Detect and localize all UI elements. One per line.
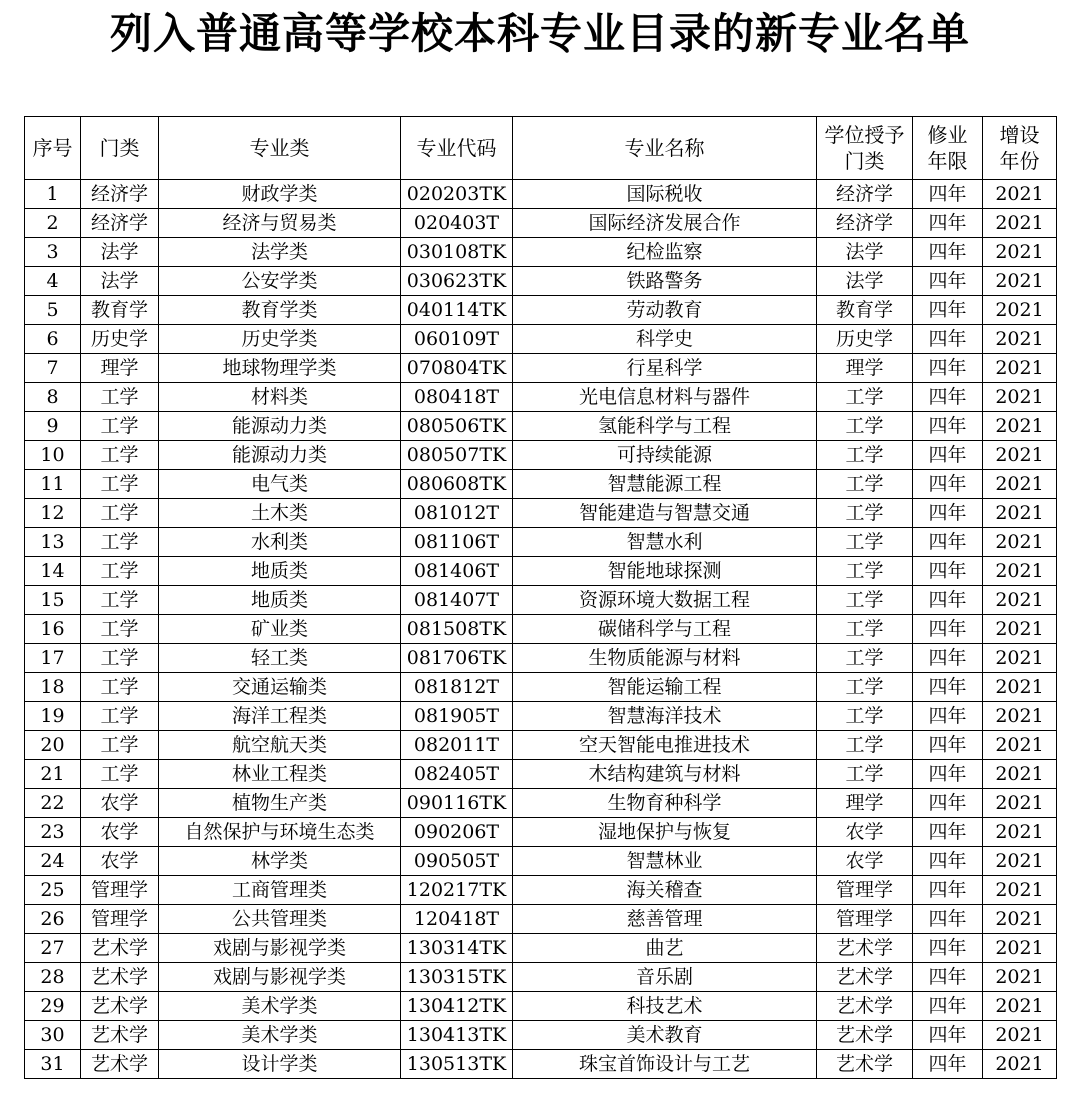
cell-major-class: 地球物理学类 bbox=[159, 354, 401, 383]
cell-index: 11 bbox=[25, 470, 81, 499]
cell-category: 工学 bbox=[81, 615, 159, 644]
cell-year-added: 2021 bbox=[983, 934, 1057, 963]
cell-study-years: 四年 bbox=[913, 557, 983, 586]
cell-study-years: 四年 bbox=[913, 876, 983, 905]
cell-category: 艺术学 bbox=[81, 934, 159, 963]
cell-study-years: 四年 bbox=[913, 615, 983, 644]
cell-study-years: 四年 bbox=[913, 760, 983, 789]
cell-index: 2 bbox=[25, 209, 81, 238]
cell-study-years: 四年 bbox=[913, 1021, 983, 1050]
cell-degree-category: 艺术学 bbox=[817, 934, 913, 963]
table-row bbox=[25, 673, 1057, 702]
header-study-years-line: 年限 bbox=[927, 149, 968, 173]
cell-index: 7 bbox=[25, 354, 81, 383]
cell-study-years: 四年 bbox=[913, 354, 983, 383]
cell-major-class: 能源动力类 bbox=[159, 441, 401, 470]
cell-study-years: 四年 bbox=[913, 383, 983, 412]
cell-major-code: 080507TK bbox=[401, 441, 513, 470]
table-row bbox=[25, 557, 1057, 586]
cell-index: 9 bbox=[25, 412, 81, 441]
header-major-name: 专业名称 bbox=[513, 117, 817, 180]
cell-study-years: 四年 bbox=[913, 296, 983, 325]
cell-index: 23 bbox=[25, 818, 81, 847]
header-major-code: 专业代码 bbox=[401, 117, 513, 180]
cell-degree-category: 教育学 bbox=[817, 296, 913, 325]
cell-major-name: 空天智能电推进技术 bbox=[513, 731, 817, 760]
cell-major-code: 081905T bbox=[401, 702, 513, 731]
cell-major-class: 教育学类 bbox=[159, 296, 401, 325]
table-row bbox=[25, 1021, 1057, 1050]
cell-year-added: 2021 bbox=[983, 586, 1057, 615]
cell-degree-category: 法学 bbox=[817, 267, 913, 296]
cell-category: 管理学 bbox=[81, 905, 159, 934]
cell-year-added: 2021 bbox=[983, 296, 1057, 325]
cell-year-added: 2021 bbox=[983, 731, 1057, 760]
cell-major-class: 法学类 bbox=[159, 238, 401, 267]
cell-major-name: 科学史 bbox=[513, 325, 817, 354]
cell-major-class: 公共管理类 bbox=[159, 905, 401, 934]
cell-major-name: 湿地保护与恢复 bbox=[513, 818, 817, 847]
table-row bbox=[25, 934, 1057, 963]
cell-major-code: 130315TK bbox=[401, 963, 513, 992]
cell-major-code: 020203TK bbox=[401, 180, 513, 209]
cell-index: 5 bbox=[25, 296, 81, 325]
cell-category: 经济学 bbox=[81, 180, 159, 209]
header-year-added-line: 增设 bbox=[999, 123, 1040, 147]
cell-study-years: 四年 bbox=[913, 267, 983, 296]
cell-major-code: 080608TK bbox=[401, 470, 513, 499]
cell-category: 历史学 bbox=[81, 325, 159, 354]
cell-study-years: 四年 bbox=[913, 644, 983, 673]
cell-major-code: 081706TK bbox=[401, 644, 513, 673]
cell-category: 工学 bbox=[81, 673, 159, 702]
cell-study-years: 四年 bbox=[913, 934, 983, 963]
cell-major-class: 戏剧与影视学类 bbox=[159, 963, 401, 992]
cell-major-name: 纪检监察 bbox=[513, 238, 817, 267]
cell-study-years: 四年 bbox=[913, 470, 983, 499]
cell-year-added: 2021 bbox=[983, 267, 1057, 296]
table-row bbox=[25, 412, 1057, 441]
cell-year-added: 2021 bbox=[983, 238, 1057, 267]
table-row bbox=[25, 586, 1057, 615]
cell-category: 艺术学 bbox=[81, 1021, 159, 1050]
header-degree-category bbox=[817, 117, 913, 180]
cell-major-class: 历史学类 bbox=[159, 325, 401, 354]
cell-degree-category: 农学 bbox=[817, 818, 913, 847]
cell-year-added: 2021 bbox=[983, 412, 1057, 441]
header-major-class: 专业类 bbox=[159, 117, 401, 180]
cell-category: 法学 bbox=[81, 267, 159, 296]
page-title: 列入普通高等学校本科专业目录的新专业名单 bbox=[109, 9, 970, 58]
cell-index: 29 bbox=[25, 992, 81, 1021]
cell-index: 1 bbox=[25, 180, 81, 209]
cell-category: 教育学 bbox=[81, 296, 159, 325]
cell-year-added: 2021 bbox=[983, 441, 1057, 470]
cell-degree-category: 历史学 bbox=[817, 325, 913, 354]
cell-degree-category: 农学 bbox=[817, 847, 913, 876]
cell-major-class: 矿业类 bbox=[159, 615, 401, 644]
cell-major-code: 081407T bbox=[401, 586, 513, 615]
cell-major-name: 光电信息材料与器件 bbox=[513, 383, 817, 412]
cell-major-class: 林业工程类 bbox=[159, 760, 401, 789]
cell-year-added: 2021 bbox=[983, 789, 1057, 818]
cell-major-code: 081812T bbox=[401, 673, 513, 702]
cell-year-added: 2021 bbox=[983, 1050, 1057, 1079]
cell-category: 工学 bbox=[81, 557, 159, 586]
cell-major-class: 地质类 bbox=[159, 557, 401, 586]
table-row bbox=[25, 180, 1057, 209]
cell-major-name: 行星科学 bbox=[513, 354, 817, 383]
cell-category: 工学 bbox=[81, 586, 159, 615]
cell-major-class: 轻工类 bbox=[159, 644, 401, 673]
cell-major-class: 经济与贸易类 bbox=[159, 209, 401, 238]
cell-major-name: 智慧水利 bbox=[513, 528, 817, 557]
cell-major-name: 生物质能源与材料 bbox=[513, 644, 817, 673]
header-year-added bbox=[983, 117, 1057, 180]
cell-major-class: 交通运输类 bbox=[159, 673, 401, 702]
cell-degree-category: 艺术学 bbox=[817, 963, 913, 992]
cell-major-code: 082011T bbox=[401, 731, 513, 760]
cell-study-years: 四年 bbox=[913, 673, 983, 702]
cell-degree-category: 经济学 bbox=[817, 180, 913, 209]
cell-year-added: 2021 bbox=[983, 209, 1057, 238]
cell-major-class: 设计学类 bbox=[159, 1050, 401, 1079]
table-row bbox=[25, 615, 1057, 644]
cell-degree-category: 理学 bbox=[817, 789, 913, 818]
cell-degree-category: 工学 bbox=[817, 441, 913, 470]
cell-year-added: 2021 bbox=[983, 847, 1057, 876]
cell-major-name: 生物育种科学 bbox=[513, 789, 817, 818]
cell-major-code: 070804TK bbox=[401, 354, 513, 383]
cell-year-added: 2021 bbox=[983, 818, 1057, 847]
cell-major-code: 081012T bbox=[401, 499, 513, 528]
new-majors-table bbox=[24, 116, 1057, 1079]
cell-major-code: 081508TK bbox=[401, 615, 513, 644]
cell-major-code: 082405T bbox=[401, 760, 513, 789]
cell-category: 工学 bbox=[81, 760, 159, 789]
cell-study-years: 四年 bbox=[913, 731, 983, 760]
cell-index: 4 bbox=[25, 267, 81, 296]
cell-major-name: 曲艺 bbox=[513, 934, 817, 963]
cell-major-name: 碳储科学与工程 bbox=[513, 615, 817, 644]
cell-major-code: 090505T bbox=[401, 847, 513, 876]
cell-degree-category: 理学 bbox=[817, 354, 913, 383]
cell-study-years: 四年 bbox=[913, 209, 983, 238]
cell-major-name: 铁路警务 bbox=[513, 267, 817, 296]
cell-degree-category: 工学 bbox=[817, 499, 913, 528]
table-row bbox=[25, 209, 1057, 238]
cell-year-added: 2021 bbox=[983, 383, 1057, 412]
cell-major-class: 美术学类 bbox=[159, 1021, 401, 1050]
cell-study-years: 四年 bbox=[913, 180, 983, 209]
header-degree-category-line: 学位授予 bbox=[824, 123, 905, 147]
cell-major-class: 电气类 bbox=[159, 470, 401, 499]
cell-major-code: 090116TK bbox=[401, 789, 513, 818]
cell-major-name: 科技艺术 bbox=[513, 992, 817, 1021]
cell-major-class: 水利类 bbox=[159, 528, 401, 557]
cell-major-name: 智能建造与智慧交通 bbox=[513, 499, 817, 528]
cell-degree-category: 法学 bbox=[817, 238, 913, 267]
cell-major-class: 林学类 bbox=[159, 847, 401, 876]
cell-study-years: 四年 bbox=[913, 441, 983, 470]
cell-category: 艺术学 bbox=[81, 963, 159, 992]
header-study-years bbox=[913, 117, 983, 180]
cell-index: 17 bbox=[25, 644, 81, 673]
cell-study-years: 四年 bbox=[913, 905, 983, 934]
cell-index: 15 bbox=[25, 586, 81, 615]
cell-major-class: 财政学类 bbox=[159, 180, 401, 209]
cell-major-code: 130513TK bbox=[401, 1050, 513, 1079]
cell-degree-category: 经济学 bbox=[817, 209, 913, 238]
cell-degree-category: 工学 bbox=[817, 615, 913, 644]
cell-category: 工学 bbox=[81, 470, 159, 499]
cell-degree-category: 工学 bbox=[817, 412, 913, 441]
header-study-years-line: 修业 bbox=[927, 123, 968, 147]
cell-year-added: 2021 bbox=[983, 325, 1057, 354]
cell-category: 农学 bbox=[81, 789, 159, 818]
cell-major-class: 工商管理类 bbox=[159, 876, 401, 905]
cell-index: 19 bbox=[25, 702, 81, 731]
cell-index: 21 bbox=[25, 760, 81, 789]
cell-category: 工学 bbox=[81, 702, 159, 731]
header-category: 门类 bbox=[81, 117, 159, 180]
cell-index: 3 bbox=[25, 238, 81, 267]
cell-year-added: 2021 bbox=[983, 557, 1057, 586]
cell-year-added: 2021 bbox=[983, 876, 1057, 905]
table-row bbox=[25, 1050, 1057, 1079]
cell-degree-category: 艺术学 bbox=[817, 1021, 913, 1050]
cell-index: 18 bbox=[25, 673, 81, 702]
cell-major-name: 木结构建筑与材料 bbox=[513, 760, 817, 789]
cell-degree-category: 艺术学 bbox=[817, 1050, 913, 1079]
cell-index: 24 bbox=[25, 847, 81, 876]
cell-study-years: 四年 bbox=[913, 847, 983, 876]
table-body bbox=[25, 180, 1057, 1079]
header-year-added-line: 年份 bbox=[999, 149, 1040, 173]
cell-major-name: 美术教育 bbox=[513, 1021, 817, 1050]
table-row bbox=[25, 731, 1057, 760]
cell-year-added: 2021 bbox=[983, 354, 1057, 383]
cell-study-years: 四年 bbox=[913, 789, 983, 818]
cell-major-name: 国际税收 bbox=[513, 180, 817, 209]
cell-major-class: 美术学类 bbox=[159, 992, 401, 1021]
cell-year-added: 2021 bbox=[983, 760, 1057, 789]
cell-major-name: 氢能科学与工程 bbox=[513, 412, 817, 441]
cell-major-name: 智慧海洋技术 bbox=[513, 702, 817, 731]
cell-index: 22 bbox=[25, 789, 81, 818]
cell-year-added: 2021 bbox=[983, 499, 1057, 528]
cell-major-class: 植物生产类 bbox=[159, 789, 401, 818]
table-row bbox=[25, 644, 1057, 673]
cell-major-class: 公安学类 bbox=[159, 267, 401, 296]
cell-study-years: 四年 bbox=[913, 963, 983, 992]
cell-major-class: 土木类 bbox=[159, 499, 401, 528]
cell-index: 30 bbox=[25, 1021, 81, 1050]
cell-index: 6 bbox=[25, 325, 81, 354]
table-row bbox=[25, 992, 1057, 1021]
cell-degree-category: 管理学 bbox=[817, 876, 913, 905]
cell-major-name: 智慧林业 bbox=[513, 847, 817, 876]
cell-major-code: 080506TK bbox=[401, 412, 513, 441]
table-row bbox=[25, 499, 1057, 528]
cell-major-name: 珠宝首饰设计与工艺 bbox=[513, 1050, 817, 1079]
cell-index: 31 bbox=[25, 1050, 81, 1079]
cell-degree-category: 工学 bbox=[817, 586, 913, 615]
cell-category: 工学 bbox=[81, 383, 159, 412]
cell-major-code: 130314TK bbox=[401, 934, 513, 963]
cell-year-added: 2021 bbox=[983, 992, 1057, 1021]
cell-degree-category: 工学 bbox=[817, 760, 913, 789]
cell-major-code: 081406T bbox=[401, 557, 513, 586]
cell-major-class: 航空航天类 bbox=[159, 731, 401, 760]
table-header-row bbox=[25, 117, 1057, 180]
cell-study-years: 四年 bbox=[913, 586, 983, 615]
table-row bbox=[25, 470, 1057, 499]
table-row bbox=[25, 789, 1057, 818]
cell-year-added: 2021 bbox=[983, 180, 1057, 209]
cell-major-name: 海关稽查 bbox=[513, 876, 817, 905]
cell-major-code: 090206T bbox=[401, 818, 513, 847]
table-row bbox=[25, 325, 1057, 354]
cell-index: 16 bbox=[25, 615, 81, 644]
cell-study-years: 四年 bbox=[913, 412, 983, 441]
cell-major-name: 智慧能源工程 bbox=[513, 470, 817, 499]
cell-study-years: 四年 bbox=[913, 702, 983, 731]
cell-year-added: 2021 bbox=[983, 1021, 1057, 1050]
cell-study-years: 四年 bbox=[913, 992, 983, 1021]
cell-study-years: 四年 bbox=[913, 325, 983, 354]
cell-year-added: 2021 bbox=[983, 963, 1057, 992]
cell-category: 工学 bbox=[81, 412, 159, 441]
table-row bbox=[25, 702, 1057, 731]
cell-category: 工学 bbox=[81, 441, 159, 470]
cell-degree-category: 工学 bbox=[817, 644, 913, 673]
table-row bbox=[25, 267, 1057, 296]
cell-degree-category: 工学 bbox=[817, 528, 913, 557]
cell-major-name: 劳动教育 bbox=[513, 296, 817, 325]
cell-degree-category: 工学 bbox=[817, 731, 913, 760]
cell-category: 管理学 bbox=[81, 876, 159, 905]
table-row bbox=[25, 876, 1057, 905]
cell-category: 工学 bbox=[81, 499, 159, 528]
cell-major-class: 海洋工程类 bbox=[159, 702, 401, 731]
cell-major-class: 材料类 bbox=[159, 383, 401, 412]
cell-degree-category: 工学 bbox=[817, 702, 913, 731]
cell-degree-category: 工学 bbox=[817, 383, 913, 412]
cell-category: 工学 bbox=[81, 731, 159, 760]
cell-index: 26 bbox=[25, 905, 81, 934]
table-row bbox=[25, 760, 1057, 789]
cell-category: 农学 bbox=[81, 847, 159, 876]
cell-year-added: 2021 bbox=[983, 702, 1057, 731]
cell-category: 经济学 bbox=[81, 209, 159, 238]
cell-index: 28 bbox=[25, 963, 81, 992]
header-index: 序号 bbox=[25, 117, 81, 180]
cell-category: 艺术学 bbox=[81, 1050, 159, 1079]
cell-index: 8 bbox=[25, 383, 81, 412]
table-row bbox=[25, 383, 1057, 412]
cell-major-class: 能源动力类 bbox=[159, 412, 401, 441]
cell-degree-category: 工学 bbox=[817, 470, 913, 499]
cell-category: 工学 bbox=[81, 644, 159, 673]
cell-index: 14 bbox=[25, 557, 81, 586]
cell-degree-category: 管理学 bbox=[817, 905, 913, 934]
cell-year-added: 2021 bbox=[983, 673, 1057, 702]
cell-index: 12 bbox=[25, 499, 81, 528]
cell-major-name: 音乐剧 bbox=[513, 963, 817, 992]
cell-year-added: 2021 bbox=[983, 905, 1057, 934]
cell-major-code: 130413TK bbox=[401, 1021, 513, 1050]
cell-major-code: 080418T bbox=[401, 383, 513, 412]
cell-major-class: 地质类 bbox=[159, 586, 401, 615]
cell-index: 25 bbox=[25, 876, 81, 905]
table-row bbox=[25, 296, 1057, 325]
table-row bbox=[25, 528, 1057, 557]
cell-major-name: 资源环境大数据工程 bbox=[513, 586, 817, 615]
cell-category: 农学 bbox=[81, 818, 159, 847]
table-row bbox=[25, 963, 1057, 992]
cell-degree-category: 工学 bbox=[817, 557, 913, 586]
cell-year-added: 2021 bbox=[983, 528, 1057, 557]
table-row bbox=[25, 441, 1057, 470]
cell-major-name: 慈善管理 bbox=[513, 905, 817, 934]
cell-major-code: 081106T bbox=[401, 528, 513, 557]
cell-study-years: 四年 bbox=[913, 528, 983, 557]
cell-major-name: 可持续能源 bbox=[513, 441, 817, 470]
cell-index: 10 bbox=[25, 441, 81, 470]
cell-year-added: 2021 bbox=[983, 470, 1057, 499]
cell-study-years: 四年 bbox=[913, 1050, 983, 1079]
cell-year-added: 2021 bbox=[983, 615, 1057, 644]
table-row bbox=[25, 354, 1057, 383]
cell-category: 理学 bbox=[81, 354, 159, 383]
cell-major-code: 030108TK bbox=[401, 238, 513, 267]
cell-study-years: 四年 bbox=[913, 238, 983, 267]
cell-year-added: 2021 bbox=[983, 644, 1057, 673]
table-row bbox=[25, 905, 1057, 934]
cell-major-class: 自然保护与环境生态类 bbox=[159, 818, 401, 847]
cell-major-name: 智能地球探测 bbox=[513, 557, 817, 586]
cell-category: 艺术学 bbox=[81, 992, 159, 1021]
cell-degree-category: 艺术学 bbox=[817, 992, 913, 1021]
header-degree-category-line: 门类 bbox=[844, 149, 885, 173]
cell-index: 20 bbox=[25, 731, 81, 760]
cell-major-code: 120418T bbox=[401, 905, 513, 934]
cell-major-code: 120217TK bbox=[401, 876, 513, 905]
table-row bbox=[25, 818, 1057, 847]
cell-major-code: 040114TK bbox=[401, 296, 513, 325]
cell-study-years: 四年 bbox=[913, 499, 983, 528]
cell-index: 13 bbox=[25, 528, 81, 557]
cell-degree-category: 工学 bbox=[817, 673, 913, 702]
cell-major-code: 030623TK bbox=[401, 267, 513, 296]
cell-category: 法学 bbox=[81, 238, 159, 267]
cell-major-class: 戏剧与影视学类 bbox=[159, 934, 401, 963]
table-row bbox=[25, 238, 1057, 267]
table-row bbox=[25, 847, 1057, 876]
cell-major-name: 智能运输工程 bbox=[513, 673, 817, 702]
cell-major-code: 020403T bbox=[401, 209, 513, 238]
cell-category: 工学 bbox=[81, 528, 159, 557]
cell-major-name: 国际经济发展合作 bbox=[513, 209, 817, 238]
cell-major-code: 060109T bbox=[401, 325, 513, 354]
cell-major-code: 130412TK bbox=[401, 992, 513, 1021]
cell-study-years: 四年 bbox=[913, 818, 983, 847]
cell-index: 27 bbox=[25, 934, 81, 963]
